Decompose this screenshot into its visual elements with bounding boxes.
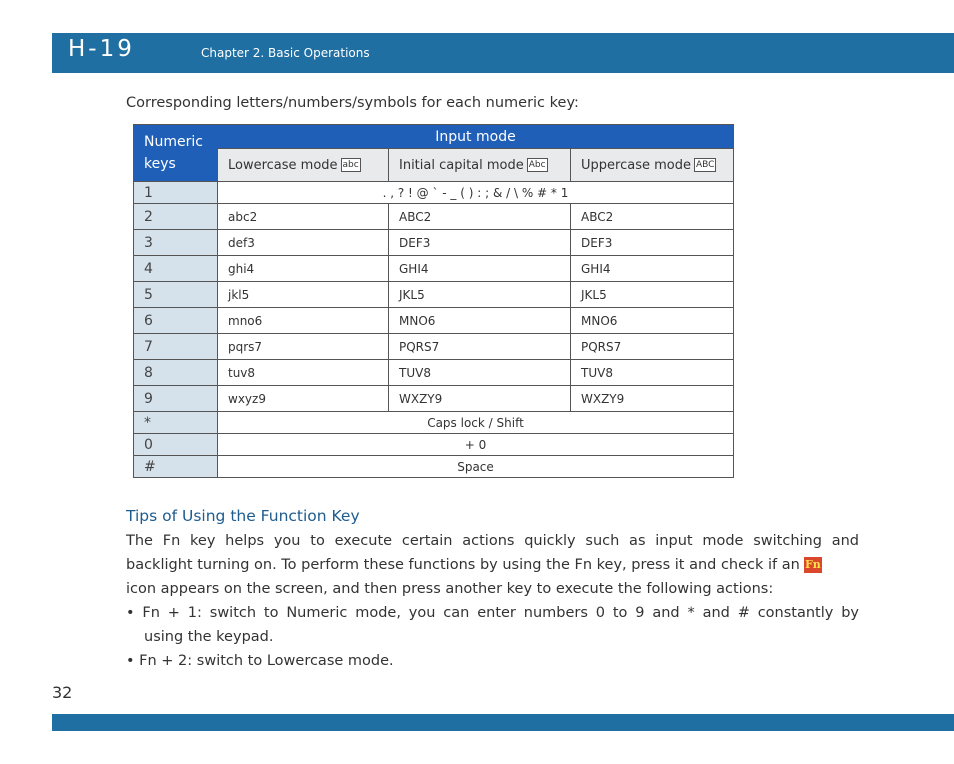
key-cell: # [134, 456, 218, 478]
tips-paragraph-line: backlight turning on. To perform these functions by using the Fn key, press it and check if an Fn [126, 557, 821, 573]
key-cell: 0 [134, 434, 218, 456]
tips-paragraph-line: icon appears on the screen, and then press another key to execute the following actions: [126, 581, 774, 597]
chapter-title: Chapter 2. Basic Operations [201, 46, 370, 60]
initial-capital-cell: TUV8 [389, 360, 571, 386]
key-cell: 5 [134, 282, 218, 308]
uppercase-cell: DEF3 [571, 230, 734, 256]
lowercase-cell: jkl5 [218, 282, 389, 308]
key-mapping-table [133, 124, 734, 478]
lowercase-cell: tuv8 [218, 360, 389, 386]
uppercase-cell: MNO6 [571, 308, 734, 334]
key-cell: 9 [134, 386, 218, 412]
uppercase-cell: PQRS7 [571, 334, 734, 360]
table-row [134, 386, 734, 412]
uppercase-cell: ABC2 [571, 204, 734, 230]
lowercase-cell: ghi4 [218, 256, 389, 282]
uppercase-cell: GHI4 [571, 256, 734, 282]
initial-capital-cell: PQRS7 [389, 334, 571, 360]
footer-bar [52, 714, 954, 731]
fn-key-icon: Fn [804, 558, 821, 571]
key-cell: 2 [134, 204, 218, 230]
uppercase-cell: TUV8 [571, 360, 734, 386]
table-row [134, 412, 734, 434]
initial-capital-mode-header: Initial capital mode Abc [389, 149, 571, 182]
lowercase-cell: mno6 [218, 308, 389, 334]
lowercase-mode-header: Lowercase mode abc [218, 149, 389, 182]
lowercase-cell: wxyz9 [218, 386, 389, 412]
key-cell: * [134, 412, 218, 434]
table-row [134, 308, 734, 334]
intro-text: Corresponding letters/numbers/symbols for each numeric key: [126, 95, 579, 111]
key-cell: 4 [134, 256, 218, 282]
table-row [134, 182, 734, 204]
lowercase-mode-icon: abc [342, 160, 359, 170]
input-mode-header: Input mode [218, 125, 734, 149]
lowercase-cell: abc2 [218, 204, 389, 230]
header-bar [52, 33, 954, 73]
uppercase-cell: WXZY9 [571, 386, 734, 412]
bullet-item-continuation: using the keypad. [144, 629, 274, 645]
symbols-cell: . , ? ! @ ` - _ ( ) : ; & / \ % # * 1 [218, 182, 734, 204]
initial-capital-cell: ABC2 [389, 204, 571, 230]
table-row [134, 334, 734, 360]
tips-heading: Tips of Using the Function Key [126, 507, 360, 525]
key-cell: 8 [134, 360, 218, 386]
key-cell: 7 [134, 334, 218, 360]
uppercase-cell: JKL5 [571, 282, 734, 308]
lowercase-cell: pqrs7 [218, 334, 389, 360]
initial-capital-cell: WXZY9 [389, 386, 571, 412]
table-row [134, 230, 734, 256]
initial-capital-mode-icon: Abc [528, 160, 546, 170]
table-row [134, 282, 734, 308]
numeric-keys-header: Numeric keys [134, 125, 218, 182]
lowercase-cell: def3 [218, 230, 389, 256]
initial-capital-cell: GHI4 [389, 256, 571, 282]
space-cell: Space [218, 456, 734, 478]
page-number: 32 [52, 683, 73, 702]
initial-capital-cell: DEF3 [389, 230, 571, 256]
table-row [134, 204, 734, 230]
initial-capital-cell: MNO6 [389, 308, 571, 334]
key-cell: 1 [134, 182, 218, 204]
bullet-item: • Fn + 2: switch to Lowercase mode. [126, 653, 394, 669]
caps-lock-cell: Caps lock / Shift [218, 412, 734, 434]
table-row [134, 256, 734, 282]
table-row [134, 456, 734, 478]
tips-paragraph-line: The Fn key helps you to execute certain actions quickly such as input mode switching and [126, 533, 859, 549]
table-row [134, 360, 734, 386]
brand-logo: H-19 [68, 36, 135, 62]
plus-zero-cell: + 0 [218, 434, 734, 456]
initial-capital-cell: JKL5 [389, 282, 571, 308]
table-row [134, 434, 734, 456]
uppercase-mode-header: Uppercase mode ABC [571, 149, 734, 182]
key-cell: 3 [134, 230, 218, 256]
bullet-item: • Fn + 1: switch to Numeric mode, you can enter numbers 0 to 9 and * and # constantly by [126, 605, 859, 621]
key-cell: 6 [134, 308, 218, 334]
uppercase-mode-icon: ABC [695, 160, 715, 170]
